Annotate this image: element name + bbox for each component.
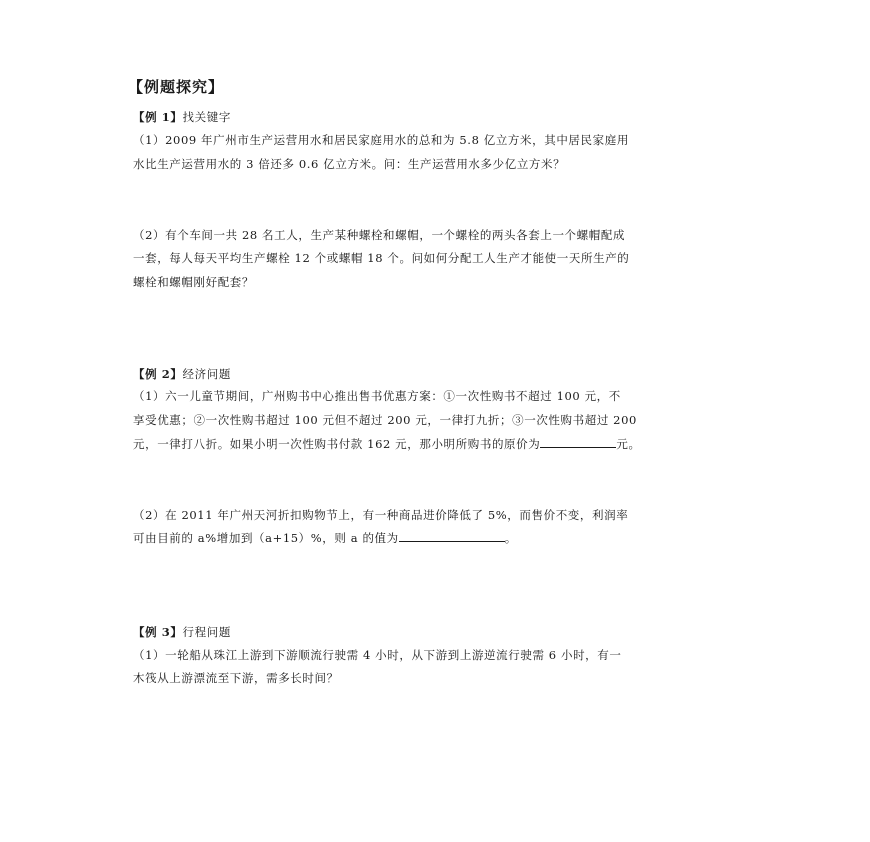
section-title: 【例题探究】: [128, 78, 225, 96]
example-2-tag: 【例 2】: [133, 367, 183, 381]
example-2-q2-line2-text: 可由目前的 a%增加到（a+15）%，则 a 的值为: [133, 531, 399, 545]
example-2-q2-line1: （2）在 2011 年广州天河折扣购物节上，有一种商品进价降低了 5%，而售价不变，利润率: [133, 508, 629, 522]
example-1-q1-line2: 水比生产运营用水的 3 倍还多 0.6 亿立方米。问：生产运营用水多少亿立方米？: [133, 157, 566, 171]
example-1-q2-line1: （2）有个车间一共 28 名工人，生产某种螺栓和螺帽，一个螺栓的两头各套上一个螺帽配成: [133, 228, 626, 242]
example-3-q1-line1: （1）一轮船从珠江上游到下游顺流行驶需 4 小时，从下游到上游逆流行驶需 6 小时，有一: [133, 648, 622, 662]
example-3-tag: 【例 3】: [133, 625, 183, 639]
example-2-q1-line1: （1）六一儿童节期间，广州购书中心推出售书优惠方案：①一次性购书不超过 100 元，不: [133, 389, 621, 403]
example-1-topic: 找关键字: [182, 110, 231, 124]
answer-blank-1[interactable]: [540, 436, 616, 448]
example-1-q2-line3: 螺栓和螺帽刚好配套？: [133, 275, 254, 289]
example-2-q1-line2: 享受优惠；②一次性购书超过 100 元但不超过 200 元，一律打九折；③一次性购书超过 200: [133, 413, 637, 427]
example-2-q2-line2: [133, 530, 517, 546]
example-2-q1-line3: [133, 436, 641, 452]
example-3-topic: 行程问题: [182, 625, 231, 639]
example-2-q1-line3-end: 元。: [616, 437, 641, 451]
example-2-heading: [133, 366, 231, 382]
answer-blank-2[interactable]: [399, 530, 505, 542]
example-2-topic: 经济问题: [182, 367, 231, 381]
example-1-heading: [133, 109, 231, 125]
example-1-q2-line2: 一套，每人每天平均生产螺栓 12 个或螺帽 18 个。问如何分配工人生产才能使一天所生产的: [133, 251, 630, 265]
example-2-q1-line3-text: 元，一律打八折。如果小明一次性购书付款 162 元，那小明所购书的原价为: [133, 437, 541, 451]
example-3-heading: [133, 624, 231, 640]
example-1-q1-line1: （1）2009 年广州市生产运营用水和居民家庭用水的总和为 5.8 亿立方米，其中居民家庭用: [133, 133, 629, 147]
example-3-q1-line2: 木筏从上游漂流至下游，需多长时间？: [133, 671, 339, 685]
example-2-q2-line2-end: 。: [504, 531, 517, 545]
example-1-tag: 【例 1】: [133, 110, 183, 124]
